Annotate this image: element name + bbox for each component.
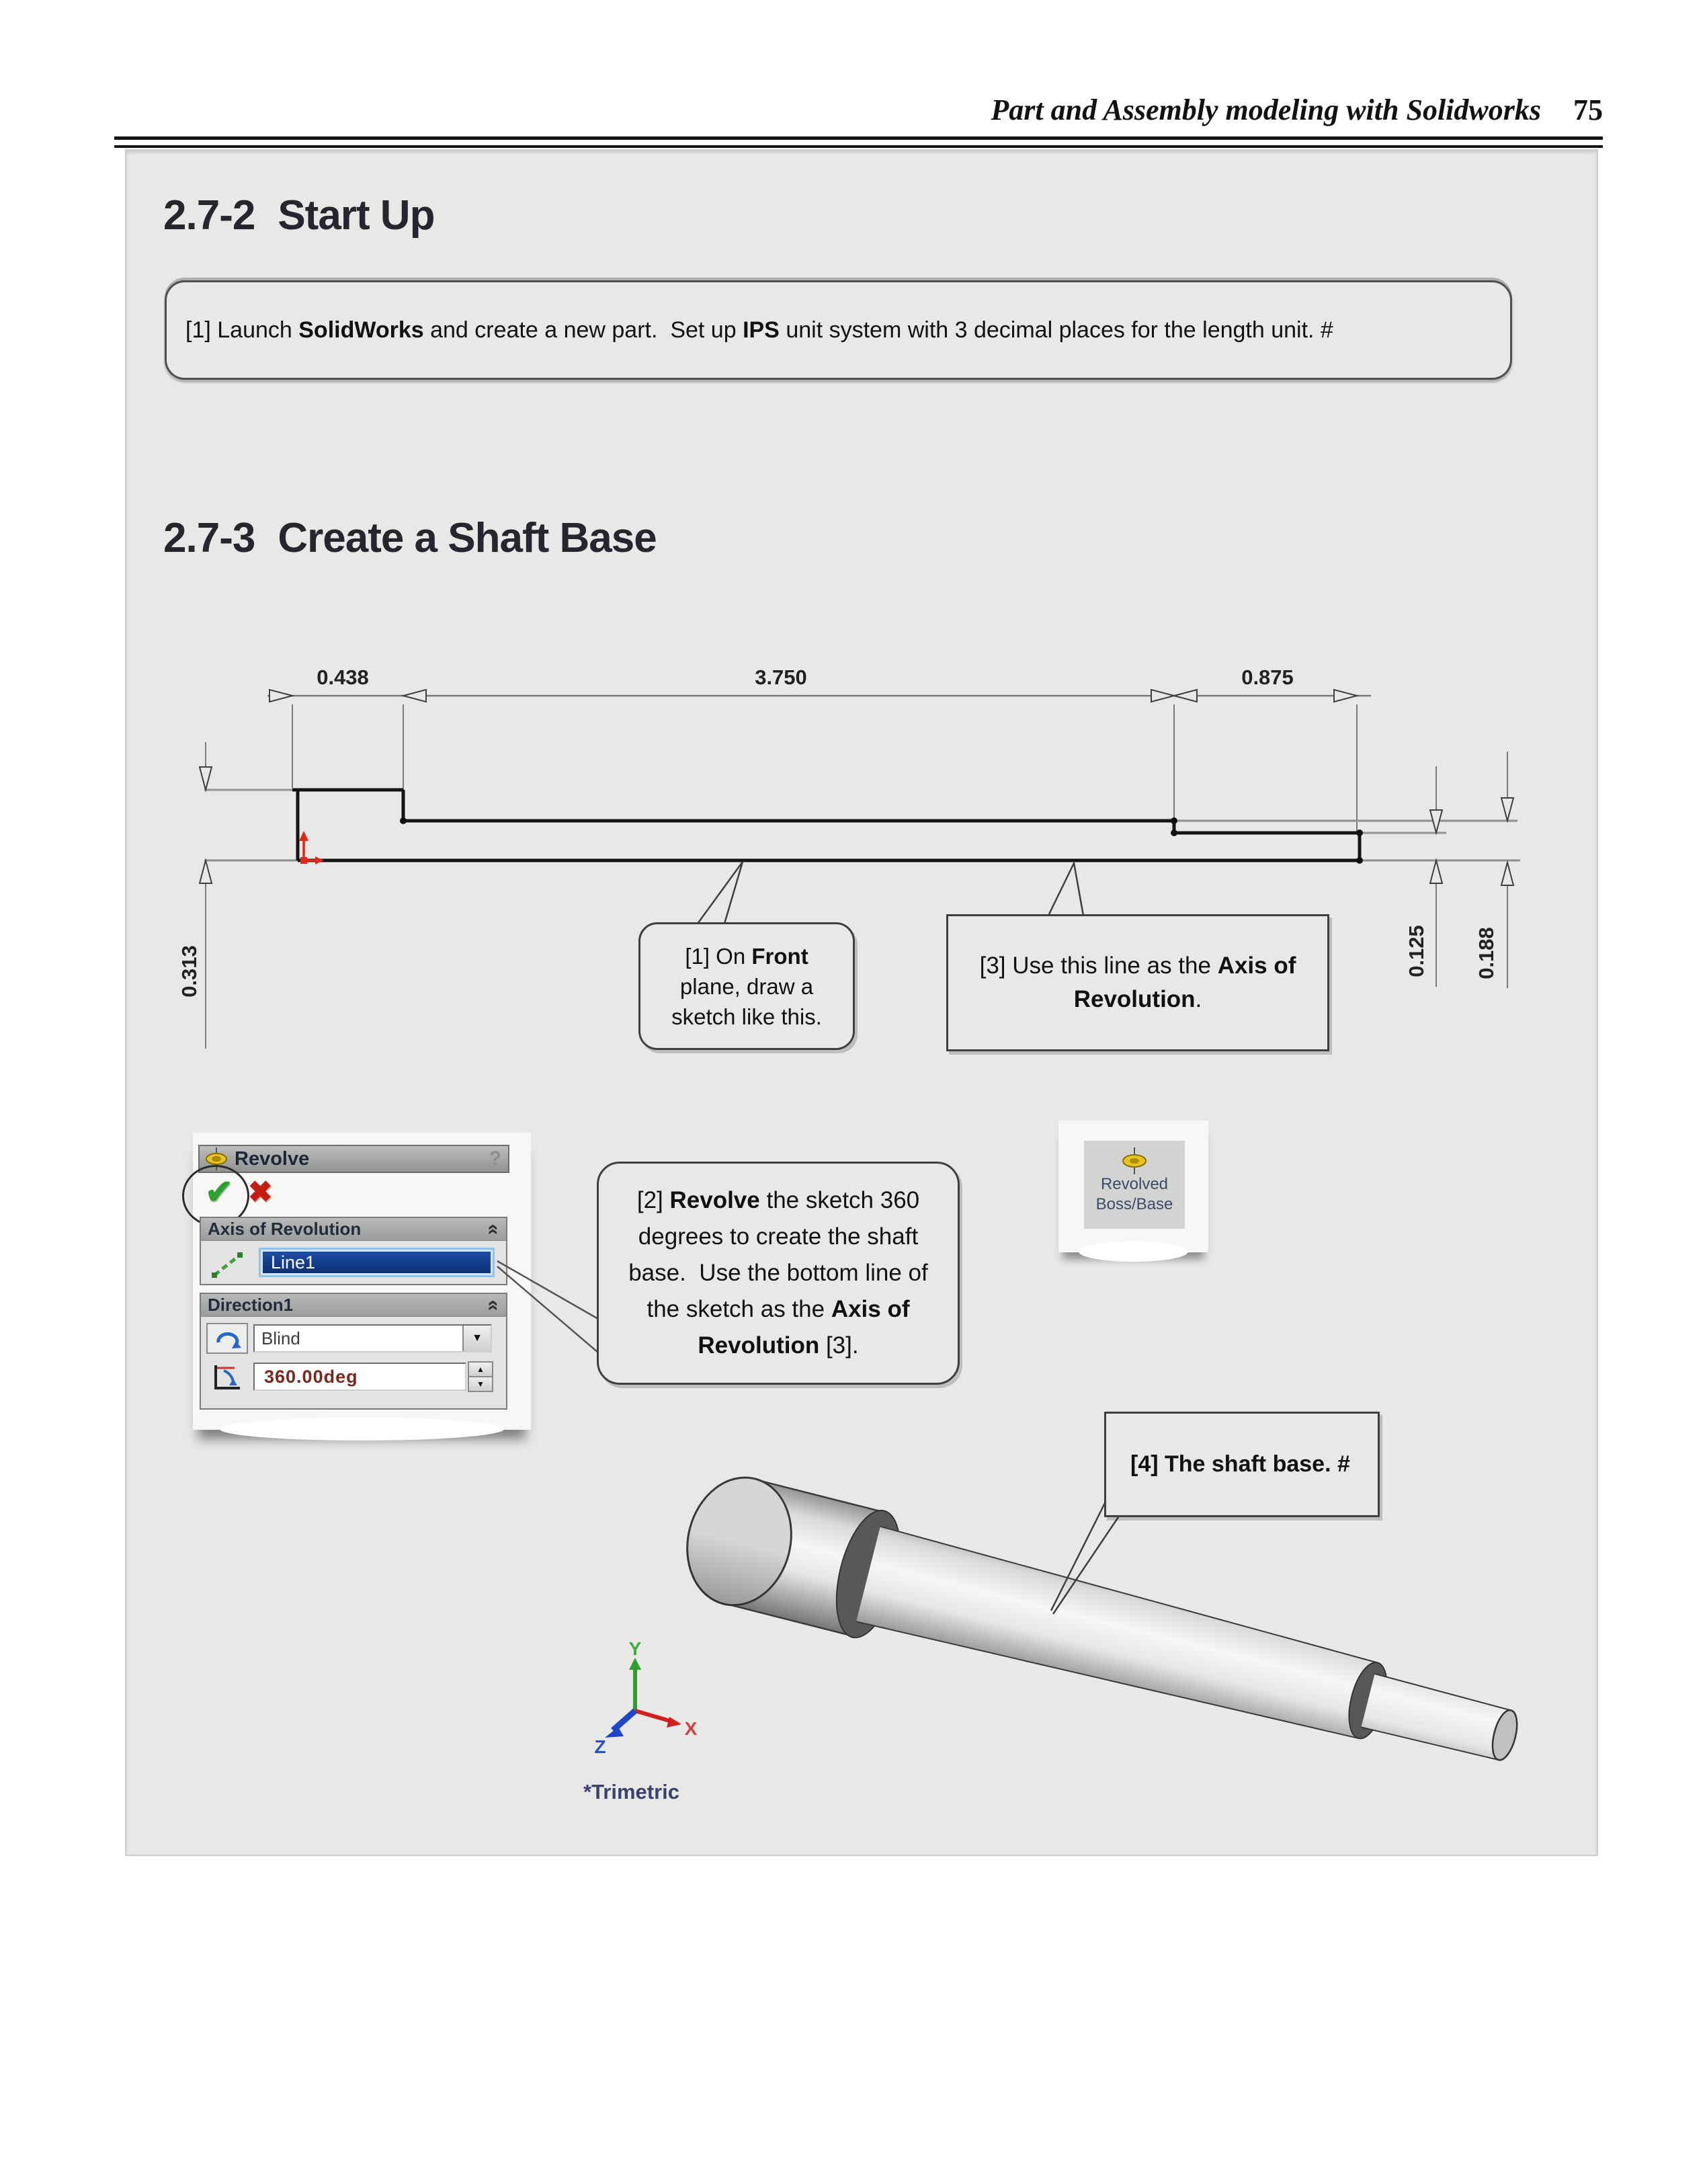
group-title: Direction1 [208, 1295, 294, 1315]
dim-label-0438: 0.438 [317, 665, 369, 689]
button-label-line1: Revolved [1100, 1175, 1169, 1193]
section-number: 2.7-3 [163, 515, 255, 561]
coordinate-triad [594, 1638, 697, 1757]
group-title: Axis of Revolution [208, 1219, 362, 1239]
angle-value: 360.00deg [264, 1366, 358, 1387]
spinner-down-icon[interactable]: ▼ [468, 1377, 493, 1392]
sketch-origin-icon [299, 831, 324, 864]
callout-step1: [1] On Front plane, draw a sketch like this. [638, 922, 855, 1050]
section-title: Create a Shaft Base [278, 515, 657, 561]
dropdown-arrow-icon[interactable]: ▼ [462, 1326, 491, 1351]
ok-button[interactable]: ✔ [205, 1173, 233, 1211]
running-head-title: Part and Assembly modeling with Solidworks [991, 93, 1541, 126]
callout3-leader [1048, 863, 1083, 916]
direction-type-value: Blind [261, 1328, 300, 1348]
dim-label-0313: 0.313 [177, 945, 201, 998]
section-title: Start Up [278, 192, 435, 239]
collapse-chevron-icon[interactable]: « [483, 1299, 505, 1311]
section-number: 2.7-2 [163, 192, 255, 239]
help-button[interactable]: ? [489, 1147, 501, 1170]
cancel-button[interactable]: ✖ [247, 1175, 273, 1209]
axis-selection-value[interactable]: Line1 [263, 1252, 491, 1273]
shaft-3d-model [674, 1465, 1532, 1801]
dim-label-0188: 0.188 [1474, 927, 1498, 979]
dim-label-3750: 3.750 [755, 665, 807, 689]
page-number: 75 [1573, 93, 1603, 126]
callout1-leader [698, 862, 743, 924]
instruction-text: [1] Launch SolidWorks and create a new part. Set up IPS unit system with 3 decimal places for the length unit. # [185, 317, 1333, 343]
panel-title: Revolve [235, 1147, 310, 1170]
callout2-leader [497, 1261, 598, 1352]
callout-step3: [3] Use this line as the Axis of Revolution. [946, 914, 1329, 1051]
triad-x-label: X [684, 1718, 698, 1739]
button-label-line2: Boss/Base [1095, 1195, 1173, 1213]
dim-label-0875: 0.875 [1241, 665, 1294, 689]
triad-y-label: Y [628, 1638, 642, 1659]
collapse-chevron-icon[interactable]: « [483, 1223, 505, 1235]
spinner-up-icon[interactable]: ▲ [468, 1361, 493, 1377]
triad-z-label: Z [594, 1736, 606, 1757]
callout-step2: [2] Revolve the sketch 360 degrees to create the shaft base. Use the bottom line of the sketch as the Axis of Revolution [3]. [597, 1162, 960, 1385]
dim-label-0125: 0.125 [1405, 925, 1428, 977]
callout-step4: [4] The shaft base. # [1104, 1412, 1380, 1517]
view-orientation-label: *Trimetric [583, 1780, 680, 1804]
